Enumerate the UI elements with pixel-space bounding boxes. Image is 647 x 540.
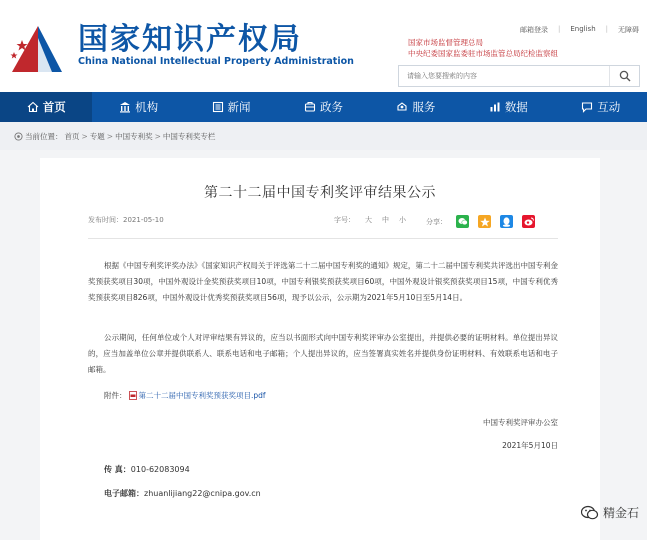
nav-item-institution[interactable] <box>92 92 184 122</box>
discipline-link[interactable]: 中央纪委国家监委驻市场监管总局纪检监察组 <box>408 49 558 58</box>
nav-label: 首页 <box>42 100 66 114</box>
fax-row <box>104 464 190 475</box>
interaction-icon <box>581 101 593 113</box>
breadcrumb <box>0 122 647 150</box>
nav-item-interaction[interactable] <box>555 92 647 122</box>
font-size-medium[interactable]: 中 <box>382 216 389 224</box>
site-header <box>0 0 647 92</box>
pdf-icon <box>129 391 137 400</box>
font-size-small[interactable]: 小 <box>399 216 406 224</box>
accessibility-link[interactable]: 无障碍 <box>618 26 639 34</box>
share-label: 分享： <box>426 217 447 226</box>
font-size-label: 字号： <box>334 216 355 224</box>
share-bar <box>426 215 535 228</box>
wechat-official-account-icon <box>581 505 599 521</box>
article-card <box>40 158 600 540</box>
site-title-en: China National Intellectual Property Administration <box>78 56 354 67</box>
nav-label: 政务 <box>319 100 343 114</box>
email-address[interactable]: zhuanlijiang22@cnipa.gov.cn <box>144 489 261 498</box>
signature: 中国专利奖评审办公室 <box>483 418 558 427</box>
data-icon <box>489 101 501 113</box>
qq-share-icon[interactable] <box>500 215 513 228</box>
wechat-share-icon[interactable] <box>456 215 469 228</box>
email-label: 电子邮箱： <box>104 489 144 498</box>
font-size-large[interactable]: 大 <box>365 216 372 224</box>
samr-link[interactable]: 国家市场监督管理总局 <box>408 38 483 47</box>
breadcrumb-home[interactable]: 首页 <box>64 131 80 141</box>
announcement-paragraph: 根据《中国专利奖评奖办法》《国家知识产权局关于评选第二十二届中国专利奖的通知》规定，第二十二届中国专利奖共评选出中国专利金奖预获奖项目30项，中国外观设计金奖预获奖项目10项，中国专利银奖预获奖项目60项，中国外观设计银奖预获奖项目15项，中国专利优秀奖预获奖项目826项，中国外观设计优秀奖预获奖项目56项，现予以公示，公示期为2021年5月10日至5月14日。 <box>88 261 558 302</box>
breadcrumb-separator: > <box>81 131 88 141</box>
qzone-share-icon[interactable] <box>478 215 491 228</box>
nav-label: 服务 <box>412 100 436 114</box>
link-separator: | <box>558 25 561 33</box>
top-links <box>520 25 639 35</box>
breadcrumb-prefix: 当前位置： <box>25 131 63 141</box>
search-box <box>398 65 640 87</box>
breadcrumb-patent-award[interactable]: 中国专利奖 <box>115 131 153 141</box>
nav-item-home[interactable] <box>0 92 92 122</box>
publish-time: 发布时间：2021-05-10 <box>88 216 164 224</box>
email-row <box>104 488 261 499</box>
nav-label: 机构 <box>135 100 159 114</box>
search-icon <box>619 70 631 82</box>
nav-item-data[interactable] <box>462 92 554 122</box>
nav-label: 新闻 <box>227 100 251 114</box>
location-icon <box>14 132 23 141</box>
attachment-label: 附件： <box>104 391 127 400</box>
breadcrumb-topic[interactable]: 专题 <box>89 131 105 141</box>
article-title: 第二十二届中国专利奖评审结果公示 <box>204 185 436 201</box>
fax-label: 传 真： <box>104 465 131 474</box>
font-size-switcher <box>334 215 406 225</box>
english-link[interactable]: English <box>570 25 596 33</box>
objection-paragraph: 公示期间，任何单位或个人对评审结果有异议的，应当以书面形式向中国专利奖评审办公室提出，并提供必要的证明材料。单位提出异议的，应当加盖单位公章并提供联系人、联系电话和电子邮箱；个人提出异议的，应当签署真实姓名并提供身份证明材料、有效联系电话和电子邮箱。 <box>88 333 558 374</box>
fax-number: 010-62083094 <box>130 465 190 474</box>
nav-label: 互动 <box>597 100 621 114</box>
home-icon <box>27 101 39 113</box>
breadcrumb-separator: > <box>106 131 114 141</box>
service-icon <box>396 101 408 113</box>
supervision-links <box>408 37 558 59</box>
weibo-share-icon[interactable] <box>522 215 535 228</box>
search-button[interactable] <box>609 66 639 86</box>
nav-item-service[interactable] <box>370 92 462 122</box>
news-icon <box>212 101 224 113</box>
signature-date: 2021年5月10日 <box>502 441 558 450</box>
watermark <box>581 504 639 521</box>
watermark-text: 精金石 <box>602 506 639 520</box>
breadcrumb-separator: > <box>154 131 161 141</box>
main-nav <box>0 92 647 122</box>
link-separator: | <box>605 25 608 33</box>
government-icon <box>304 101 316 113</box>
nav-label: 数据 <box>504 100 528 114</box>
breadcrumb-patent-award-column[interactable]: 中国专利奖专栏 <box>162 131 216 141</box>
nav-item-news[interactable] <box>185 92 277 122</box>
cnipa-emblem-icon <box>8 20 66 78</box>
attachment-row <box>104 390 266 401</box>
nav-item-government[interactable] <box>277 92 369 122</box>
title-divider <box>88 238 558 239</box>
attachment-link[interactable]: 第二十二届中国专利奖预获奖项目.pdf <box>138 391 266 400</box>
institution-icon <box>119 101 131 113</box>
search-input[interactable] <box>399 66 609 86</box>
site-title-cn: 国家知识产权局 <box>78 22 302 57</box>
mail-login-link[interactable]: 邮箱登录 <box>520 26 548 34</box>
